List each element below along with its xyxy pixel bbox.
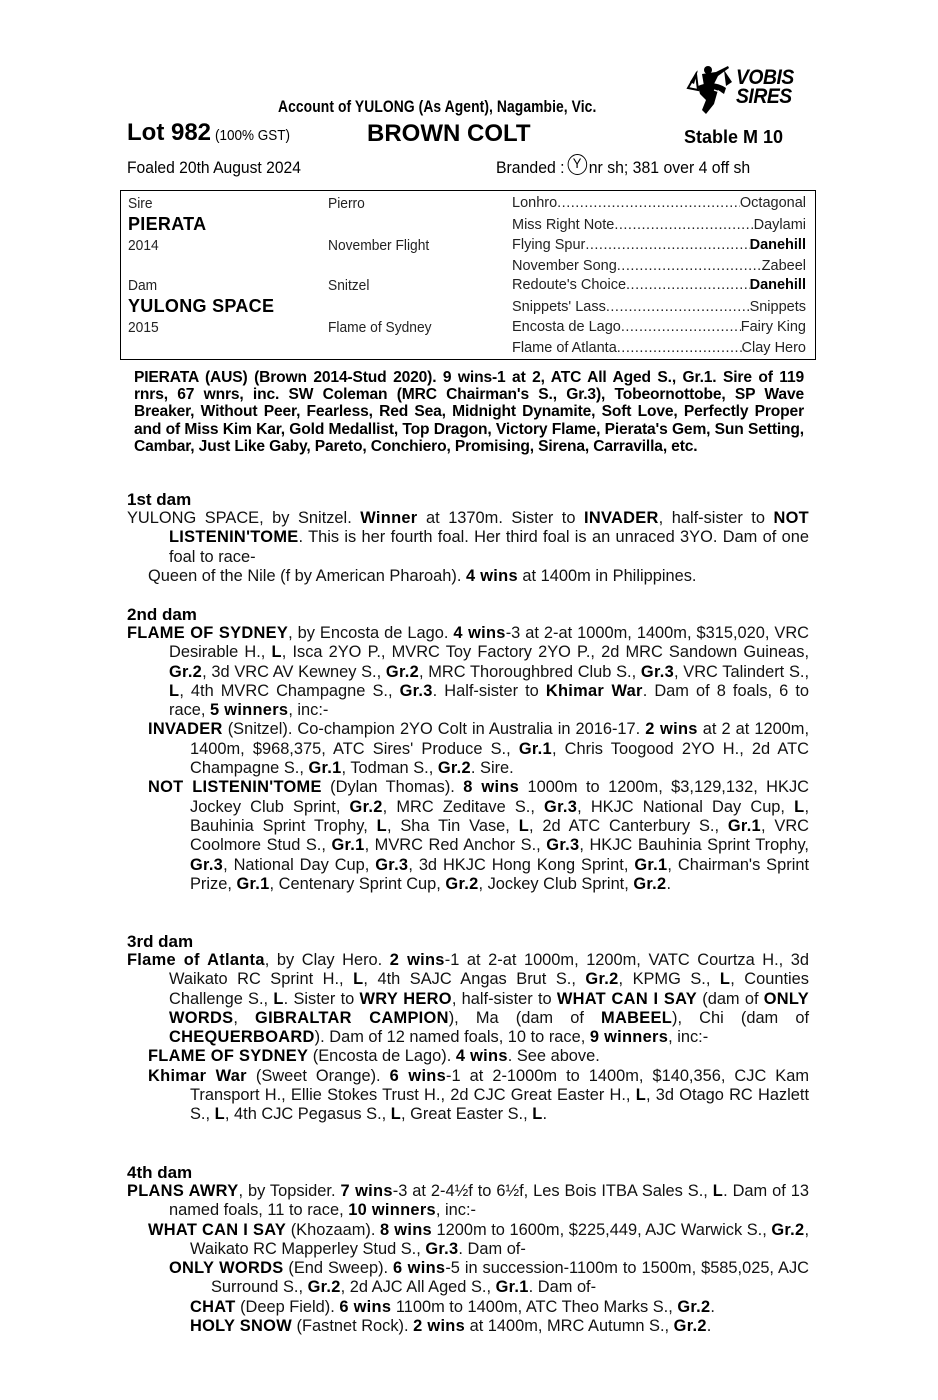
section-body — [127, 509, 809, 586]
dam-entry: FLAME OF SYDNEY, by Encosta de Lago. 4 wins-3 at 2-at 1000m, 1400m, $315,020, VRC Desirable H., L, Isca 2YO P., MVRC Toy Factory 2YO P., 2d MRC Sandown Guineas, Gr.2, 3d VRC AV Kewney S., Gr.2, MRC Thoroughbred Club S., Gr.3, VRC Talindert S., L, 4th MVRC Champagne S., Gr.3. Half-sister to Khimar War. Dam of 8 foals, 6 to race, 5 winners, inc:- — [127, 624, 809, 720]
progeny-entry: CHAT (Deep Field). 6 wins 1100m to 1400m, ATC Theo Marks S., Gr.2. — [190, 1297, 715, 1316]
pedigree-third-gen-row: Miss Right Note ..... Daylami — [512, 216, 806, 234]
pedigree-third-gen-row: November Song ..... Zabeel — [512, 257, 806, 275]
section-heading: 4th dam — [127, 1163, 193, 1182]
progeny-entry: FLAME OF SYDNEY (Encosta de Lago). 4 wins. See above. — [148, 1047, 600, 1066]
section-body — [127, 624, 809, 894]
stable-location: Stable M 10 — [684, 127, 784, 147]
sire-label: Sire — [128, 195, 153, 212]
gst-note: (100% GST) — [215, 127, 291, 144]
section-4th-dam — [127, 1163, 809, 1336]
foaled-date: Foaled 20th August 2024 — [127, 158, 301, 177]
pedigree-third-gen-row: Flying Spur ..... Danehill — [512, 236, 806, 254]
dam-sire: Snitzel — [328, 277, 370, 294]
lot-line — [127, 119, 299, 147]
section-heading: 2nd dam — [127, 605, 197, 624]
vobis-sires-logo — [684, 60, 820, 116]
dam-label: Dam — [128, 277, 158, 294]
logo-text-line2: SIRES — [736, 85, 792, 108]
dam-name: YULONG SPACE — [128, 296, 275, 316]
section-1st-dam — [127, 490, 809, 586]
progeny-entry: Queen of the Nile (f by American Pharoah). 4 wins at 1400m in Philippines. — [148, 566, 697, 585]
dam-entry: Flame of Atlanta, by Clay Hero. 2 wins-1 at 2-at 1000m, 1200m, VATC Courtza H., 3d Waikato RC Sprint H., L, 4th SAJC Angas Brut S., Gr.2, KPMG S., L, Counties Challenge S., L. Sister to WRY HERO, half-sister to WHAT CAN I SAY (dam of ONLY WORDS, GIBRALTAR CAMPION), Ma (dam of MABEEL), Chi (dam of CHEQUERBOARD). Dam of 12 named foals, 10 to race, 9 winners, inc:- — [127, 951, 810, 1047]
progeny-entry: WHAT CAN I SAY (Khozaam). 8 wins 1200m to 1600m, $225,449, AJC Warwick S., Gr.2, Waikato RC Mapperley Stud S., Gr.3. Dam of- — [148, 1220, 810, 1258]
lot-number: Lot 982 — [127, 119, 212, 146]
section-2nd-dam — [127, 605, 809, 894]
section-3rd-dam — [127, 932, 809, 1125]
sire-dam: November Flight — [328, 237, 430, 254]
sire-name: PIERATA — [128, 214, 207, 234]
dam-dam: Flame of Sydney — [328, 319, 432, 336]
dam-entry: PLANS AWRY, by Topsider. 7 wins-3 at 2-4½f to 6½f, Les Bois ITBA Sales S., L. Dam of 13 named foals, 11 to race, 10 winners, inc:- — [127, 1182, 809, 1220]
brand-symbol-icon: Y — [567, 154, 587, 175]
progeny-entry: ONLY WORDS (End Sweep). 6 wins-5 in succession-1100m to 1500m, $585,025, AJC Surround S., Gr.2, 2d AJC All Aged S., Gr.1. Dam of- — [169, 1259, 809, 1297]
progeny-entry: Khimar War (Sweet Orange). 6 wins-1 at 2-1000m to 1400m, $140,356, CJC Kam Transport H., Ellie Stokes Trust H., 2d CJC Great Easter H., L, 3d Otago RC Hazlett S., L, 4th CJC Pegasus S., L, Great Easter S., L. — [148, 1066, 810, 1124]
progeny-entry: INVADER (Snitzel). Co-champion 2YO Colt in Australia in 2016-17. 2 wins at 2 at 1200m, 1400m, $968,375, ATC Sires' Produce S., Gr.1, Chris Toogood 2YO H., 2d ATC Champagne S., Gr.1, Todman S., Gr.2. Sire. — [148, 720, 810, 778]
section-body — [127, 1182, 809, 1336]
logo-text-line1: VOBIS — [736, 66, 794, 89]
dam-year: 2015 — [128, 319, 159, 336]
dam-entry: YULONG SPACE, by Snitzel. Winner at 1370m. Sister to INVADER, half-sister to NOT LISTENIN'TOME. This is her fourth foal. Her third foal is an unraced 3YO. Dam of one foal to race- — [127, 509, 809, 566]
horse-and-jockey-logo-icon — [684, 60, 736, 116]
sire-year: 2014 — [128, 237, 159, 254]
pedigree-table — [120, 190, 816, 360]
pedigree-third-gen-row: Encosta de Lago ..... Fairy King — [512, 318, 806, 336]
pedigree-third-gen-row: Redoute's Choice ..... Danehill — [512, 276, 806, 294]
section-heading: 3rd dam — [127, 932, 194, 951]
branded-info — [496, 150, 750, 178]
pedigree-third-gen-row: Snippets' Lass ..... Snippets — [512, 298, 806, 316]
vendor-account: Account of YULONG (As Agent), Nagambie, Vic. — [278, 98, 597, 116]
section-body — [127, 951, 809, 1125]
pedigree-third-gen-row: Lonhro ..... Octagonal — [512, 194, 806, 212]
progeny-entry: HOLY SNOW (Fastnet Rock). 2 wins at 1400m, MRC Autumn S., Gr.2. — [190, 1317, 712, 1336]
pedigree-third-gen-row: Flame of Atlanta ..... Clay Hero — [512, 339, 806, 357]
section-heading: 1st dam — [127, 490, 192, 509]
sire-sire: Pierro — [328, 195, 365, 212]
lot-description: BROWN COLT — [367, 120, 531, 147]
branded-label: Branded : — [496, 158, 565, 177]
branded-text: nr sh; 381 over 4 off sh — [588, 158, 751, 177]
progeny-entry: NOT LISTENIN'TOME (Dylan Thomas). 8 wins 1000m to 1200m, $3,129,132, HKJC Jockey Club Sprint, Gr.2, MRC Zeditave S., Gr.3, HKJC National Day Cup, L, Bauhinia Sprint Trophy, L, Sha Tin Vase, L, 2d ATC Canterbury S., Gr.1, VRC Coolmore Stud S., Gr.1, MVRC Red Anchor S., Gr.3, HKJC Bauhinia Sprint Trophy, Gr.3, National Day Cup, Gr.3, 3d HKJC Hong Kong Sprint, Gr.1, Chairman's Sprint Prize, Gr.1, Centenary Sprint Cup, Gr.2, Jockey Club Sprint, Gr.2. — [148, 778, 809, 893]
sire-summary: PIERATA (AUS) (Brown 2014-Stud 2020). 9 wins-1 at 2, ATC All Aged S., Gr.1. Sire of 119 rnrs, 67 wnrs, inc. SW Coleman (MRC Chairman's S., Gr.3), Tobeornottobe, SP Wave Breaker, Without Peer, Fearless, Red Sea, Midnight Dynamite, Soft Love, Perfectly Proper and of Miss Kim Kar, Gold Medallist, Top Dragon, Victory Flame, Pierata's Gem, Sun Setting, Cambar, Just Like Gaby, Pareto, Conchiero, Promising, Sirena, Carravilla, etc. — [134, 369, 804, 455]
